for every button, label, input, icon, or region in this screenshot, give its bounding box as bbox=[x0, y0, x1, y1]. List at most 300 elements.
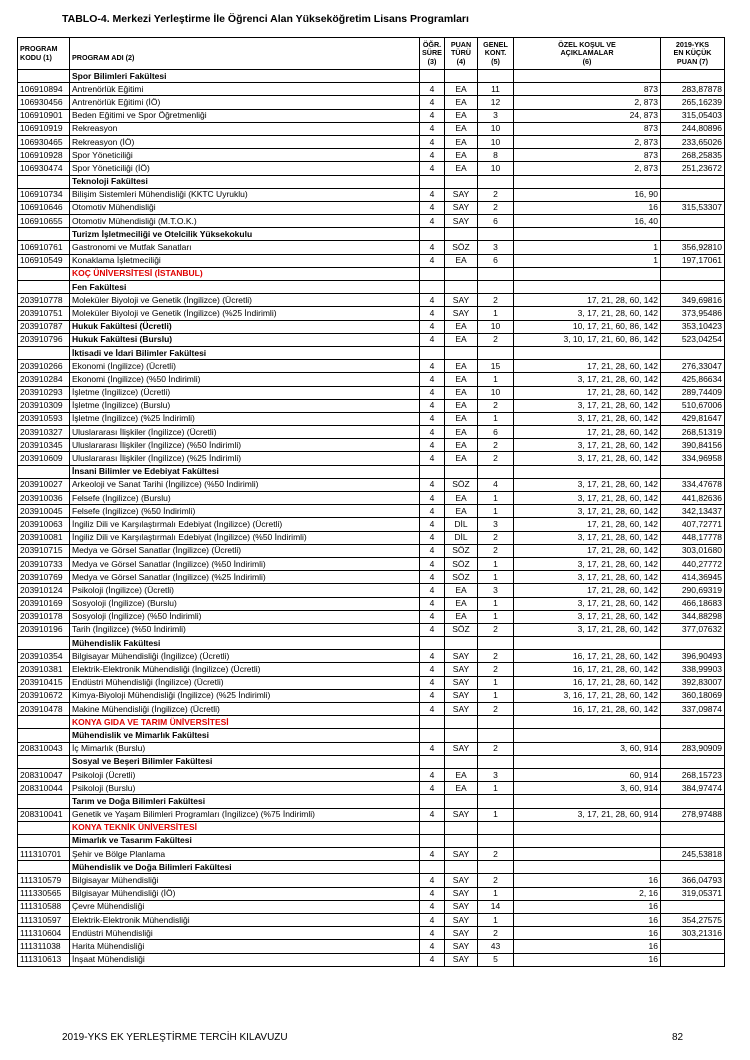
program-score-type: EA bbox=[445, 96, 478, 109]
program-duration: 4 bbox=[420, 768, 445, 781]
program-code: 111311038 bbox=[18, 940, 70, 953]
program-duration: 4 bbox=[420, 241, 445, 254]
notes-cell bbox=[514, 175, 661, 188]
program-quota: 2 bbox=[478, 544, 514, 557]
program-duration: 4 bbox=[420, 492, 445, 505]
program-duration: 4 bbox=[420, 927, 445, 940]
duration-cell bbox=[420, 637, 445, 650]
program-code: 111310579 bbox=[18, 874, 70, 887]
table-row bbox=[18, 294, 725, 307]
program-code: 203910751 bbox=[18, 307, 70, 320]
program-min-score: 344,88298 bbox=[661, 610, 725, 623]
score-type-cell bbox=[445, 281, 478, 294]
program-duration: 4 bbox=[420, 505, 445, 518]
quota-cell bbox=[478, 346, 514, 359]
program-score-type: EA bbox=[445, 426, 478, 439]
program-notes: 3, 17, 21, 28, 60, 142 bbox=[514, 452, 661, 465]
program-name: Bilgisayar Mühendisliği bbox=[70, 874, 420, 887]
program-name: Psikoloji (Burslu) bbox=[70, 782, 420, 795]
program-min-score: 425,86634 bbox=[661, 373, 725, 386]
table-row bbox=[18, 703, 725, 716]
duration-cell bbox=[420, 465, 445, 478]
program-notes: 3, 17, 21, 28, 60, 142 bbox=[514, 478, 661, 491]
program-min-score: 334,96958 bbox=[661, 452, 725, 465]
program-name: Ekonomi (İngilizce) (%50 İndirimli) bbox=[70, 373, 420, 386]
program-min-score: 384,97474 bbox=[661, 782, 725, 795]
program-name: Moleküler Biyoloji ve Genetik (İngilizce) (Ücretli) bbox=[70, 294, 420, 307]
program-notes: 873 bbox=[514, 122, 661, 135]
program-notes: 3, 10, 17, 21, 60, 86, 142 bbox=[514, 333, 661, 346]
program-duration: 4 bbox=[420, 135, 445, 148]
program-code: 203910778 bbox=[18, 294, 70, 307]
program-score-type: SAY bbox=[445, 294, 478, 307]
program-quota: 2 bbox=[478, 333, 514, 346]
faculty-name: İktisadi ve İdari Bilimler Fakültesi bbox=[70, 346, 420, 359]
faculty-header-row bbox=[18, 637, 725, 650]
notes-cell bbox=[514, 346, 661, 359]
program-score-type: EA bbox=[445, 439, 478, 452]
score-type-cell bbox=[445, 821, 478, 834]
quota-cell bbox=[478, 834, 514, 847]
notes-cell bbox=[514, 821, 661, 834]
faculty-name: Spor Bilimleri Fakültesi bbox=[70, 70, 420, 83]
program-code: 106910901 bbox=[18, 109, 70, 122]
header-duration: ÖĞR. SÜRE (3) bbox=[420, 38, 445, 70]
program-min-score: 290,69319 bbox=[661, 584, 725, 597]
duration-cell bbox=[420, 70, 445, 83]
quota-cell bbox=[478, 716, 514, 729]
program-duration: 4 bbox=[420, 914, 445, 927]
table-row bbox=[18, 360, 725, 373]
program-name: Arkeoloji ve Sanat Tarihi (İngilizce) (%50 İndirimli) bbox=[70, 478, 420, 491]
program-name: Kimya-Biyoloji Mühendisliği (İngilizce) (%25 İndirimli) bbox=[70, 689, 420, 702]
program-min-score: 349,69816 bbox=[661, 294, 725, 307]
program-notes bbox=[514, 848, 661, 861]
program-notes: 16 bbox=[514, 940, 661, 953]
faculty-header-row bbox=[18, 755, 725, 768]
program-notes: 16 bbox=[514, 927, 661, 940]
program-min-score: 466,18683 bbox=[661, 597, 725, 610]
program-notes: 1 bbox=[514, 254, 661, 267]
program-min-score: 315,53307 bbox=[661, 201, 725, 214]
table-row bbox=[18, 215, 725, 228]
program-quota: 3 bbox=[478, 241, 514, 254]
program-duration: 4 bbox=[420, 571, 445, 584]
program-duration: 4 bbox=[420, 808, 445, 821]
program-code: 203910196 bbox=[18, 623, 70, 636]
faculty-name: Fen Fakültesi bbox=[70, 281, 420, 294]
program-duration: 4 bbox=[420, 900, 445, 913]
program-code: 203910769 bbox=[18, 571, 70, 584]
quota-cell bbox=[478, 795, 514, 808]
table-row bbox=[18, 571, 725, 584]
table-row bbox=[18, 135, 725, 148]
score-type-cell bbox=[445, 465, 478, 478]
program-min-score: 197,17061 bbox=[661, 254, 725, 267]
notes-cell bbox=[514, 70, 661, 83]
score-type-cell bbox=[445, 228, 478, 241]
min-score-cell bbox=[661, 267, 725, 280]
header-program-name: PROGRAM ADI (2) bbox=[70, 38, 420, 70]
program-score-type: SAY bbox=[445, 940, 478, 953]
quota-cell bbox=[478, 70, 514, 83]
program-name: Sosyoloji (İngilizce) (%50 İndirimli) bbox=[70, 610, 420, 623]
faculty-header-row bbox=[18, 70, 725, 83]
program-code: 111310597 bbox=[18, 914, 70, 927]
program-name: Sosyoloji (İngilizce) (Burslu) bbox=[70, 597, 420, 610]
program-code: 106910928 bbox=[18, 149, 70, 162]
program-duration: 4 bbox=[420, 333, 445, 346]
table-row bbox=[18, 122, 725, 135]
program-score-type: SAY bbox=[445, 650, 478, 663]
program-notes: 16, 17, 21, 28, 60, 142 bbox=[514, 663, 661, 676]
program-code: 203910478 bbox=[18, 703, 70, 716]
program-notes: 16 bbox=[514, 914, 661, 927]
min-score-cell bbox=[661, 729, 725, 742]
program-notes: 24, 873 bbox=[514, 109, 661, 122]
program-min-score: 265,16239 bbox=[661, 96, 725, 109]
program-code: 203910309 bbox=[18, 399, 70, 412]
program-score-type: SAY bbox=[445, 914, 478, 927]
program-quota: 2 bbox=[478, 623, 514, 636]
program-duration: 4 bbox=[420, 650, 445, 663]
program-notes: 3, 60, 914 bbox=[514, 782, 661, 795]
program-score-type: SÖZ bbox=[445, 478, 478, 491]
program-score-type: SAY bbox=[445, 900, 478, 913]
program-quota: 12 bbox=[478, 96, 514, 109]
program-min-score: 278,97488 bbox=[661, 808, 725, 821]
program-score-type: SÖZ bbox=[445, 241, 478, 254]
min-score-cell bbox=[661, 755, 725, 768]
header-score-type: PUAN TÜRÜ (4) bbox=[445, 38, 478, 70]
program-quota: 3 bbox=[478, 109, 514, 122]
program-notes: 3, 17, 21, 28, 60, 142 bbox=[514, 307, 661, 320]
faculty-name: Tarım ve Doğa Bilimleri Fakültesi bbox=[70, 795, 420, 808]
program-duration: 4 bbox=[420, 478, 445, 491]
program-name: Antrenörlük Eğitimi (İÖ) bbox=[70, 96, 420, 109]
program-duration: 4 bbox=[420, 874, 445, 887]
table-row bbox=[18, 399, 725, 412]
program-name: İşletme (İngilizce) (Ücretli) bbox=[70, 386, 420, 399]
program-quota: 6 bbox=[478, 426, 514, 439]
notes-cell bbox=[514, 281, 661, 294]
program-quota: 15 bbox=[478, 360, 514, 373]
program-code: 111310701 bbox=[18, 848, 70, 861]
table-row bbox=[18, 492, 725, 505]
program-score-type: EA bbox=[445, 162, 478, 175]
table-row bbox=[18, 96, 725, 109]
notes-cell bbox=[514, 267, 661, 280]
table-row bbox=[18, 439, 725, 452]
program-name: Gastronomi ve Mutfak Sanatları bbox=[70, 241, 420, 254]
program-min-score: 268,15723 bbox=[661, 768, 725, 781]
program-quota: 2 bbox=[478, 874, 514, 887]
quota-cell bbox=[478, 637, 514, 650]
program-score-type: SAY bbox=[445, 874, 478, 887]
program-quota: 10 bbox=[478, 135, 514, 148]
program-notes: 17, 21, 28, 60, 142 bbox=[514, 584, 661, 597]
program-quota: 2 bbox=[478, 188, 514, 201]
program-score-type: EA bbox=[445, 333, 478, 346]
program-min-score: 303,21316 bbox=[661, 927, 725, 940]
program-score-type: EA bbox=[445, 122, 478, 135]
min-score-cell bbox=[661, 834, 725, 847]
program-notes: 16, 40 bbox=[514, 215, 661, 228]
program-quota: 1 bbox=[478, 557, 514, 570]
header-program-code: PROGRAM KODU (1) bbox=[18, 38, 70, 70]
table-row bbox=[18, 478, 725, 491]
program-name: İngiliz Dili ve Karşılaştırmalı Edebiyat (İngilizce) (Ücretli) bbox=[70, 518, 420, 531]
program-code: 106930474 bbox=[18, 162, 70, 175]
program-min-score: 342,13437 bbox=[661, 505, 725, 518]
program-quota: 2 bbox=[478, 201, 514, 214]
program-score-type: SAY bbox=[445, 689, 478, 702]
program-name: İnşaat Mühendisliği bbox=[70, 953, 420, 966]
program-name: Uluslararası İlişkiler (İngilizce) (%25 İndirimli) bbox=[70, 452, 420, 465]
program-code: 203910381 bbox=[18, 663, 70, 676]
program-duration: 4 bbox=[420, 544, 445, 557]
duration-cell bbox=[420, 795, 445, 808]
program-quota: 1 bbox=[478, 412, 514, 425]
program-score-type: EA bbox=[445, 452, 478, 465]
table-row bbox=[18, 83, 725, 96]
program-notes: 3, 17, 21, 28, 60, 142 bbox=[514, 623, 661, 636]
duration-cell bbox=[420, 834, 445, 847]
table-row bbox=[18, 531, 725, 544]
program-quota: 2 bbox=[478, 531, 514, 544]
table-row bbox=[18, 412, 725, 425]
program-name: Spor Yöneticiliği (İÖ) bbox=[70, 162, 420, 175]
program-quota: 1 bbox=[478, 689, 514, 702]
faculty-name: Teknoloji Fakültesi bbox=[70, 175, 420, 188]
program-duration: 4 bbox=[420, 162, 445, 175]
program-code: 203910081 bbox=[18, 531, 70, 544]
program-code: 203910415 bbox=[18, 676, 70, 689]
program-code: 203910063 bbox=[18, 518, 70, 531]
table-header-row bbox=[18, 38, 725, 70]
program-name: Bilgisayar Mühendisliği (İngilizce) (Ücretli) bbox=[70, 650, 420, 663]
program-score-type: SAY bbox=[445, 848, 478, 861]
program-score-type: EA bbox=[445, 782, 478, 795]
min-score-cell bbox=[661, 716, 725, 729]
program-code: 106930456 bbox=[18, 96, 70, 109]
program-min-score: 414,36945 bbox=[661, 571, 725, 584]
program-duration: 4 bbox=[420, 254, 445, 267]
program-score-type: SAY bbox=[445, 953, 478, 966]
program-min-score: 377,07632 bbox=[661, 623, 725, 636]
program-code: 106910549 bbox=[18, 254, 70, 267]
table-row bbox=[18, 333, 725, 346]
program-min-score: 441,82636 bbox=[661, 492, 725, 505]
program-duration: 4 bbox=[420, 887, 445, 900]
program-min-score: 523,04254 bbox=[661, 333, 725, 346]
table-row bbox=[18, 109, 725, 122]
program-duration: 4 bbox=[420, 426, 445, 439]
quota-cell bbox=[478, 267, 514, 280]
program-min-score: 338,99903 bbox=[661, 663, 725, 676]
min-score-cell bbox=[661, 346, 725, 359]
empty-cell bbox=[18, 281, 70, 294]
program-score-type: SÖZ bbox=[445, 557, 478, 570]
program-quota: 10 bbox=[478, 162, 514, 175]
program-duration: 4 bbox=[420, 439, 445, 452]
faculty-name: Turizm İşletmeciliği ve Otelcilik Yüksekokulu bbox=[70, 228, 420, 241]
page-number: 82 bbox=[672, 1032, 684, 1043]
table-row bbox=[18, 927, 725, 940]
score-type-cell bbox=[445, 795, 478, 808]
program-quota: 1 bbox=[478, 808, 514, 821]
university-header-row bbox=[18, 716, 725, 729]
faculty-name: Mühendislik ve Mimarlık Fakültesi bbox=[70, 729, 420, 742]
program-quota: 2 bbox=[478, 439, 514, 452]
program-duration: 4 bbox=[420, 557, 445, 570]
table-row bbox=[18, 505, 725, 518]
program-min-score: 319,05371 bbox=[661, 887, 725, 900]
table-row bbox=[18, 162, 725, 175]
program-notes: 16 bbox=[514, 953, 661, 966]
program-duration: 4 bbox=[420, 689, 445, 702]
empty-cell bbox=[18, 716, 70, 729]
table-row bbox=[18, 241, 725, 254]
program-quota: 2 bbox=[478, 663, 514, 676]
program-min-score bbox=[661, 188, 725, 201]
empty-cell bbox=[18, 465, 70, 478]
program-code: 106910655 bbox=[18, 215, 70, 228]
program-notes: 17, 21, 28, 60, 142 bbox=[514, 426, 661, 439]
header-quota: GENEL KONT. (5) bbox=[478, 38, 514, 70]
program-score-type: SAY bbox=[445, 663, 478, 676]
program-score-type: EA bbox=[445, 373, 478, 386]
program-name: Uluslararası İlişkiler (İngilizce) (Ücretli) bbox=[70, 426, 420, 439]
program-notes: 3, 17, 21, 28, 60, 142 bbox=[514, 399, 661, 412]
program-duration: 4 bbox=[420, 597, 445, 610]
program-duration: 4 bbox=[420, 320, 445, 333]
program-min-score: 366,04793 bbox=[661, 874, 725, 887]
program-score-type: EA bbox=[445, 254, 478, 267]
program-score-type: EA bbox=[445, 505, 478, 518]
duration-cell bbox=[420, 228, 445, 241]
program-duration: 4 bbox=[420, 96, 445, 109]
faculty-header-row bbox=[18, 281, 725, 294]
program-score-type: EA bbox=[445, 492, 478, 505]
program-min-score: 407,72771 bbox=[661, 518, 725, 531]
program-name: Bilgisayar Mühendisliği (İÖ) bbox=[70, 887, 420, 900]
program-quota: 10 bbox=[478, 386, 514, 399]
empty-cell bbox=[18, 821, 70, 834]
university-header-row bbox=[18, 267, 725, 280]
program-quota: 1 bbox=[478, 571, 514, 584]
program-score-type: EA bbox=[445, 412, 478, 425]
program-quota: 1 bbox=[478, 307, 514, 320]
program-notes: 3, 17, 21, 28, 60, 142 bbox=[514, 492, 661, 505]
program-notes: 3, 60, 914 bbox=[514, 742, 661, 755]
program-code: 106910646 bbox=[18, 201, 70, 214]
program-notes: 3, 17, 21, 28, 60, 142 bbox=[514, 505, 661, 518]
program-quota: 1 bbox=[478, 505, 514, 518]
program-name: Endüstri Mühendisliği bbox=[70, 927, 420, 940]
min-score-cell bbox=[661, 637, 725, 650]
table-row bbox=[18, 584, 725, 597]
program-score-type: DİL bbox=[445, 531, 478, 544]
program-notes: 1 bbox=[514, 241, 661, 254]
duration-cell bbox=[420, 729, 445, 742]
program-score-type: SAY bbox=[445, 927, 478, 940]
program-min-score: 390,84156 bbox=[661, 439, 725, 452]
program-min-score: 233,65026 bbox=[661, 135, 725, 148]
program-score-type: SAY bbox=[445, 703, 478, 716]
table-row bbox=[18, 676, 725, 689]
program-code: 203910169 bbox=[18, 597, 70, 610]
duration-cell bbox=[420, 755, 445, 768]
program-min-score bbox=[661, 900, 725, 913]
min-score-cell bbox=[661, 175, 725, 188]
program-notes: 3, 17, 21, 28, 60, 142 bbox=[514, 439, 661, 452]
program-code: 203910327 bbox=[18, 426, 70, 439]
program-score-type: EA bbox=[445, 768, 478, 781]
program-min-score: 356,92810 bbox=[661, 241, 725, 254]
program-notes: 3, 17, 21, 28, 60, 142 bbox=[514, 610, 661, 623]
program-code: 106910761 bbox=[18, 241, 70, 254]
program-code: 203910609 bbox=[18, 452, 70, 465]
notes-cell bbox=[514, 861, 661, 874]
notes-cell bbox=[514, 637, 661, 650]
faculty-header-row bbox=[18, 795, 725, 808]
table-row bbox=[18, 689, 725, 702]
program-duration: 4 bbox=[420, 584, 445, 597]
program-name: İngiliz Dili ve Karşılaştırmalı Edebiyat (İngilizce) (%50 İndirimli) bbox=[70, 531, 420, 544]
duration-cell bbox=[420, 346, 445, 359]
program-name: Bilişim Sistemleri Mühendisliği (KKTC Uyruklu) bbox=[70, 188, 420, 201]
table-row bbox=[18, 149, 725, 162]
table-row bbox=[18, 782, 725, 795]
program-score-type: EA bbox=[445, 597, 478, 610]
university-name: KOÇ ÜNİVERSİTESİ (İSTANBUL) bbox=[70, 267, 420, 280]
program-score-type: SÖZ bbox=[445, 623, 478, 636]
program-code: 111310613 bbox=[18, 953, 70, 966]
program-notes: 3, 16, 17, 21, 28, 60, 142 bbox=[514, 689, 661, 702]
program-min-score: 337,09874 bbox=[661, 703, 725, 716]
program-score-type: EA bbox=[445, 360, 478, 373]
program-duration: 4 bbox=[420, 848, 445, 861]
program-score-type: EA bbox=[445, 149, 478, 162]
program-notes: 3, 17, 21, 28, 60, 142 bbox=[514, 412, 661, 425]
program-min-score: 440,27772 bbox=[661, 557, 725, 570]
program-duration: 4 bbox=[420, 83, 445, 96]
program-quota: 1 bbox=[478, 492, 514, 505]
program-min-score: 334,47678 bbox=[661, 478, 725, 491]
program-notes: 17, 21, 28, 60, 142 bbox=[514, 294, 661, 307]
program-quota: 5 bbox=[478, 953, 514, 966]
min-score-cell bbox=[661, 281, 725, 294]
program-score-type: SAY bbox=[445, 215, 478, 228]
program-code: 106910919 bbox=[18, 122, 70, 135]
table-body bbox=[18, 70, 725, 967]
faculty-name: Mühendislik Fakültesi bbox=[70, 637, 420, 650]
program-min-score: 268,51319 bbox=[661, 426, 725, 439]
empty-cell bbox=[18, 346, 70, 359]
program-notes: 16, 17, 21, 28, 60, 142 bbox=[514, 676, 661, 689]
program-notes: 17, 21, 28, 60, 142 bbox=[514, 518, 661, 531]
program-score-type: EA bbox=[445, 386, 478, 399]
footer-guide-title: 2019-YKS EK YERLEŞTİRME TERCİH KILAVUZU bbox=[62, 1032, 288, 1043]
min-score-cell bbox=[661, 228, 725, 241]
faculty-name: Mimarlık ve Tasarım Fakültesi bbox=[70, 834, 420, 847]
program-min-score bbox=[661, 953, 725, 966]
table-row bbox=[18, 557, 725, 570]
notes-cell bbox=[514, 834, 661, 847]
duration-cell bbox=[420, 175, 445, 188]
program-quota: 2 bbox=[478, 650, 514, 663]
